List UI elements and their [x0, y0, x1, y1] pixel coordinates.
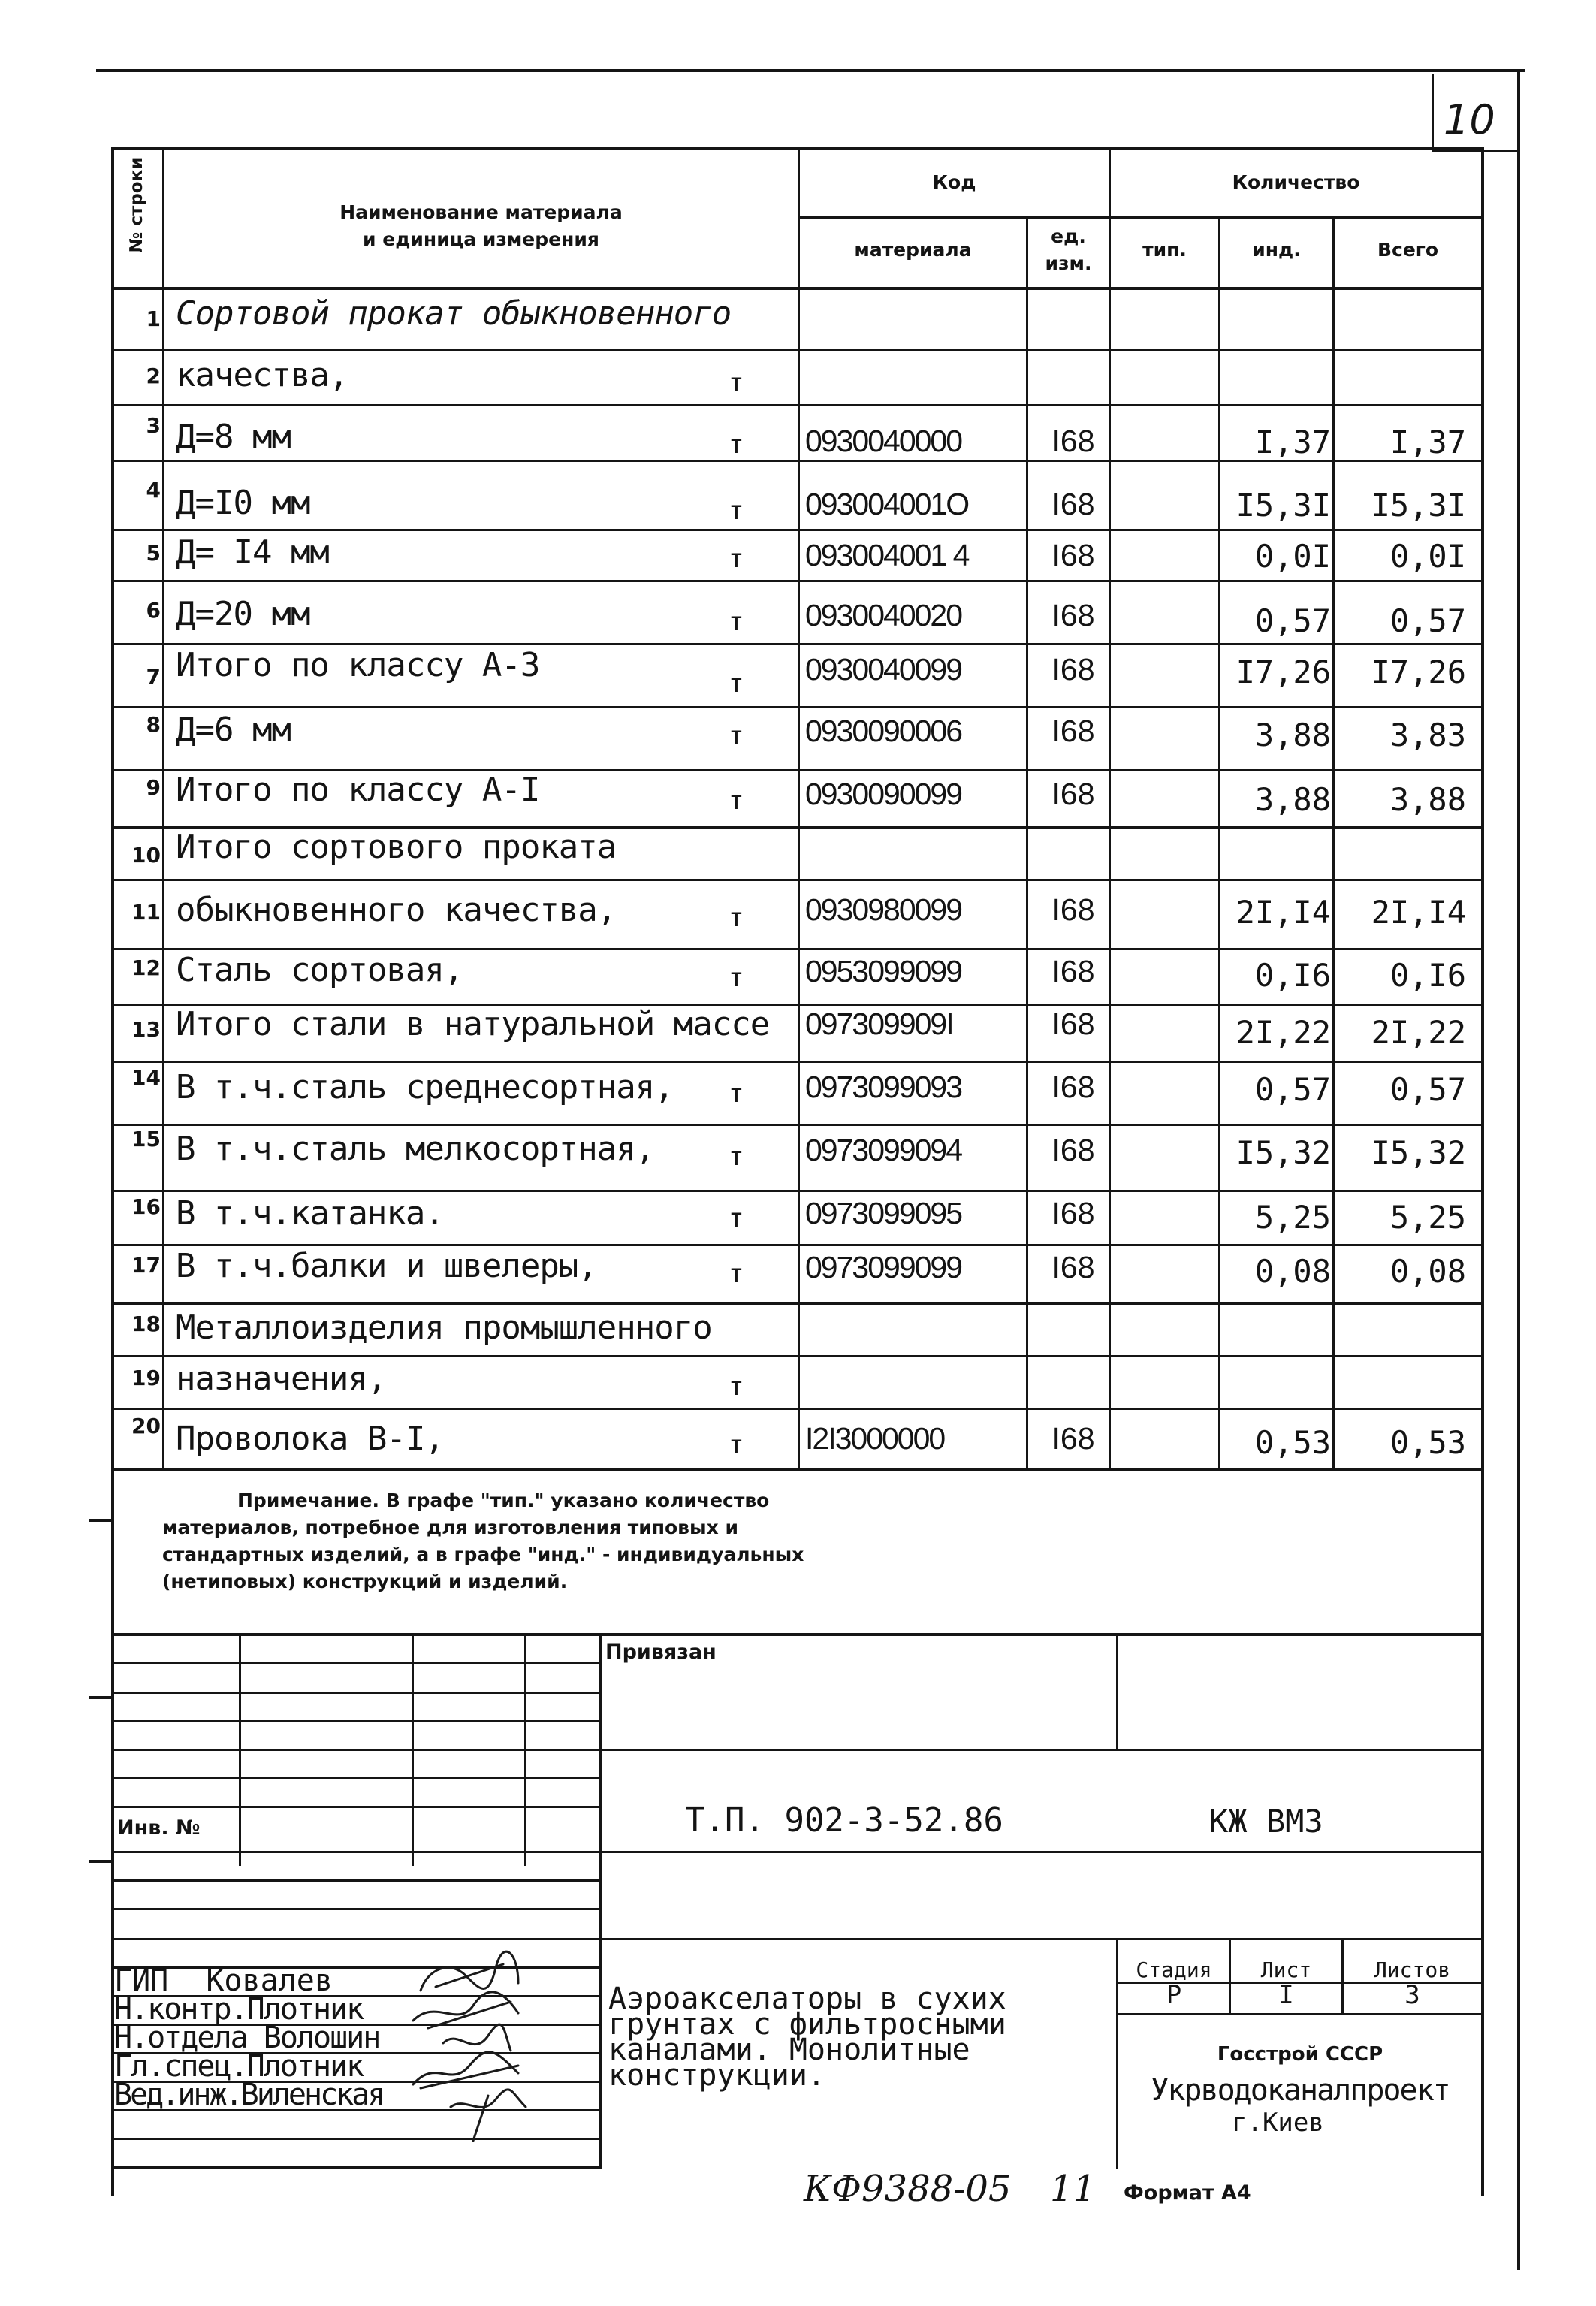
corner-box-left — [1432, 74, 1434, 152]
row-unit-code: I68 — [1051, 487, 1095, 521]
row-code: 0930090099 — [805, 777, 962, 811]
title-block-line — [111, 1777, 601, 1779]
header-qty-group: Количество — [1232, 171, 1360, 193]
signer-role: Вед.инж. — [114, 2078, 241, 2112]
row-qty-total: 5,25 — [1389, 1199, 1466, 1236]
row-number: 19 — [131, 1366, 161, 1390]
row-unit-code: I68 — [1051, 652, 1095, 687]
row-qty-total: 0,57 — [1389, 1071, 1466, 1108]
signer-name: Волошин — [263, 2021, 380, 2055]
title-block-line — [111, 1720, 601, 1722]
row-unit-code: I68 — [1051, 1421, 1095, 1456]
table-body-bottom — [111, 1468, 1484, 1471]
row-unit: т — [729, 544, 744, 574]
title-block-line — [111, 1879, 601, 1882]
signer — [114, 2049, 364, 2084]
title-block-line — [111, 1806, 601, 1808]
org-name: Укрводоканалпроект — [1151, 2073, 1450, 2108]
row-number: 18 — [131, 1311, 161, 1336]
row-code: 0930040000 — [805, 424, 962, 458]
row-qty-ind: 0,I6 — [1254, 957, 1331, 994]
row-name: В т.ч.балки и швелеры, — [176, 1247, 597, 1285]
row-qty-ind: 0,57 — [1254, 1071, 1331, 1108]
row-number: 11 — [131, 900, 161, 925]
title-block-col — [1116, 1938, 1118, 2169]
row-unit: т — [729, 786, 744, 816]
row-number: 20 — [131, 1414, 161, 1438]
signer-role: Гл.спец. — [114, 2049, 247, 2084]
row-name: качества, — [176, 356, 348, 394]
row-unit-code: I68 — [1051, 714, 1095, 748]
signer — [114, 2021, 380, 2055]
signature-plotnik-1 — [413, 1992, 518, 2028]
row-qty-total: I5,32 — [1371, 1134, 1466, 1171]
row-unit: т — [729, 1259, 744, 1289]
row-unit: т — [729, 1079, 744, 1109]
format-label: Формат А4 — [1124, 2181, 1251, 2205]
row-name: Д=6 мм — [176, 711, 291, 749]
signature-vilenskaya — [451, 2090, 526, 2141]
row-qty-ind: 0,53 — [1254, 1424, 1331, 1461]
row-code: 0953099099 — [805, 954, 962, 989]
row-number: 4 — [146, 478, 161, 503]
margin-tick — [89, 1519, 111, 1522]
row-unit: т — [729, 368, 744, 398]
row-qty-total: 0,53 — [1389, 1424, 1466, 1461]
row-number: 12 — [131, 955, 161, 980]
row-unit-code: I68 — [1051, 777, 1095, 811]
row-line — [111, 1355, 1484, 1357]
signer — [114, 2078, 384, 2112]
row-name: Проволока В-I, — [176, 1420, 444, 1458]
row-unit-code: I68 — [1051, 424, 1095, 458]
sheets-label: Листов — [1374, 1957, 1451, 1982]
title-block-line — [111, 1749, 1484, 1751]
row-number: 15 — [131, 1127, 161, 1151]
signature-plotnik-2 — [413, 2052, 518, 2088]
row-unit: т — [729, 903, 744, 933]
header-mid-line — [798, 216, 1484, 219]
row-line — [111, 1302, 1484, 1305]
row-number: 9 — [146, 775, 161, 800]
row-name: В т.ч.сталь мелкосортная, — [176, 1130, 655, 1168]
row-qty-total: 0,08 — [1389, 1253, 1466, 1290]
row-code: 0930090006 — [805, 714, 962, 748]
row-qty-ind: 2I,22 — [1235, 1014, 1331, 1051]
row-name: Металлоизделия промышленного — [176, 1308, 712, 1347]
row-name: Д= I4 мм — [176, 533, 329, 572]
page-number: 11 — [1050, 2168, 1097, 2210]
signer-role: Н.контр. — [114, 1992, 247, 2027]
row-qty-ind: I5,3I — [1235, 487, 1331, 524]
row-qty-ind: 3,88 — [1254, 781, 1331, 818]
sheet-value: I — [1278, 1980, 1294, 2010]
row-number: 17 — [131, 1253, 161, 1278]
row-name: Итого стали в натуральной массе — [176, 1005, 770, 1043]
top-rule — [96, 69, 1525, 72]
row-name: назначения, — [176, 1360, 387, 1398]
note-line: Примечание. В графе "тип." указано количество — [237, 1490, 770, 1511]
title-block-col — [599, 1633, 602, 2169]
header-unit-line1: ед. — [1051, 225, 1086, 247]
stage-row-line — [1116, 2013, 1484, 2015]
row-name: Д=I0 мм — [176, 484, 310, 522]
title-block-col — [1116, 1633, 1118, 1749]
signer-role: ГИП — [114, 1963, 169, 1998]
row-line — [111, 948, 1484, 950]
row-unit-code: I68 — [1051, 1133, 1095, 1167]
title-block-col — [524, 1633, 526, 1866]
row-code: 093004001O — [805, 487, 969, 521]
signer-name: Ковалев — [206, 1963, 333, 1998]
row-number: 10 — [131, 843, 161, 868]
sheet-corner-number: 10 — [1444, 96, 1495, 143]
title-block-col — [412, 1633, 414, 1866]
note-line: стандартных изделий, а в графе "инд." - индивидуальных — [162, 1544, 804, 1565]
title-block-line — [111, 1938, 1484, 1940]
row-unit: т — [729, 1430, 744, 1460]
row-line — [111, 1190, 1484, 1192]
row-unit: т — [729, 1203, 744, 1233]
row-unit: т — [729, 669, 744, 699]
sheet-label: Лист — [1260, 1957, 1312, 1982]
row-qty-total: 0,I6 — [1389, 957, 1466, 994]
row-qty-total: I5,3I — [1371, 487, 1466, 524]
row-qty-ind: I5,32 — [1235, 1134, 1331, 1171]
margin-tick — [89, 1696, 111, 1699]
note-line: (нетиповых) конструкций и изделий. — [162, 1571, 568, 1592]
row-unit: т — [729, 496, 744, 526]
drawing-mark: КЖ ВМЗ — [1209, 1803, 1323, 1840]
row-code: I2I3000000 — [805, 1421, 945, 1456]
row-line — [111, 529, 1484, 531]
right-border — [1517, 69, 1520, 2270]
row-unit: т — [729, 1372, 744, 1402]
header-code-group: Код — [932, 171, 976, 193]
row-code: 0973099099 — [805, 1250, 962, 1284]
row-qty-ind: 0,08 — [1254, 1253, 1331, 1290]
sheets-value: 3 — [1404, 1980, 1420, 2010]
signer-name: Виленская — [240, 2078, 384, 2112]
row-line — [111, 1244, 1484, 1246]
row-unit-code: I68 — [1051, 1070, 1095, 1104]
drawing-title — [608, 1982, 1006, 2093]
row-number: 1 — [146, 306, 161, 331]
title-line: Аэроакселаторы в сухих — [608, 1982, 1006, 2016]
row-qty-total: I7,26 — [1371, 653, 1466, 690]
header-qty-total: Всего — [1377, 239, 1439, 261]
stage-label: Стадия — [1136, 1957, 1212, 1982]
signature-voloshin — [443, 2024, 511, 2051]
row-unit: т — [729, 721, 744, 751]
row-number: 13 — [131, 1017, 161, 1042]
row-name: Д=8 мм — [176, 418, 291, 456]
col-name-left — [162, 147, 164, 1468]
note-line: материалов, потребное для изготовления типовых и — [162, 1517, 738, 1538]
row-code: 0973099093 — [805, 1070, 962, 1104]
inv-label: Инв. № — [117, 1816, 201, 1840]
row-line — [111, 349, 1484, 351]
row-name: Итого по классу А-I — [176, 771, 540, 809]
row-number: 16 — [131, 1194, 161, 1219]
header-row-number: № строки — [127, 157, 146, 253]
table-left — [111, 147, 114, 2196]
row-qty-total: 3,88 — [1389, 781, 1466, 818]
row-code: 0930040099 — [805, 652, 962, 687]
row-line — [111, 404, 1484, 406]
row-unit: т — [729, 430, 744, 460]
row-qty-ind: 3,88 — [1254, 717, 1331, 753]
row-qty-ind: I,37 — [1254, 424, 1331, 460]
row-unit-code: I68 — [1051, 1007, 1095, 1041]
row-number: 5 — [146, 541, 161, 566]
row-unit: т — [729, 1142, 744, 1172]
title-block-line — [111, 1662, 601, 1664]
row-number: 6 — [146, 598, 161, 623]
title-line: грунтах с фильтросными — [608, 2007, 1006, 2042]
row-line — [111, 643, 1484, 645]
doc-code: Т.П. 902-3-52.86 — [685, 1801, 1003, 1840]
row-number: 14 — [131, 1065, 161, 1090]
row-code: 093004001 4 — [805, 538, 969, 572]
row-line — [111, 879, 1484, 881]
org-city: г.Киев — [1232, 2108, 1324, 2138]
row-name: Д=20 мм — [176, 595, 310, 633]
row-name: Итого сортового проката — [176, 828, 617, 866]
title-block-line — [111, 1908, 601, 1910]
row-name: Итого по классу А-3 — [176, 646, 540, 684]
header-unit-line2: изм. — [1045, 252, 1092, 274]
note — [162, 1487, 1439, 1595]
row-code: 0930980099 — [805, 892, 962, 927]
row-number: 3 — [146, 413, 161, 438]
header-name-line2: и единица измерения — [363, 228, 599, 250]
title-block-col — [239, 1633, 241, 1866]
header-name-line1: Наименование материала — [339, 201, 623, 223]
row-unit-code: I68 — [1051, 954, 1095, 989]
row-unit: т — [729, 607, 744, 637]
row-unit: т — [729, 963, 744, 993]
row-name: Сортовой прокат обыкновенного — [176, 294, 732, 333]
row-name: обыкновенного качества, — [176, 891, 617, 929]
row-line — [111, 1408, 1484, 1410]
row-number: 8 — [146, 712, 161, 737]
row-name: Сталь сортовая, — [176, 951, 463, 989]
row-qty-ind: I7,26 — [1235, 653, 1331, 690]
row-unit-code: I68 — [1051, 538, 1095, 572]
signature-kovalev — [421, 1951, 518, 1991]
corner-box-bottom — [1432, 150, 1519, 152]
header-code-material: материала — [854, 239, 972, 261]
row-code: 0930040020 — [805, 598, 962, 632]
row-line — [111, 1124, 1484, 1126]
row-number: 2 — [146, 364, 161, 388]
title-block-line — [111, 1692, 601, 1694]
row-qty-ind: 0,57 — [1254, 602, 1331, 639]
table-right — [1481, 147, 1484, 2196]
col-code-left — [798, 147, 800, 1468]
header-bottom-line — [111, 287, 1484, 290]
title-line: конструкции. — [608, 2058, 825, 2093]
signatures-graphic — [406, 1945, 541, 2178]
header-qty-ind: инд. — [1252, 239, 1301, 261]
row-line — [111, 706, 1484, 708]
archive-number: КФ9388-05 — [804, 2168, 1012, 2210]
row-qty-total: 3,83 — [1389, 717, 1466, 753]
row-code: 097309909I — [805, 1007, 953, 1041]
row-unit-code: I68 — [1051, 1250, 1095, 1284]
org-ministry: Госстрой СССР — [1217, 2043, 1383, 2066]
margin-tick — [89, 1860, 111, 1863]
row-qty-ind: 5,25 — [1254, 1199, 1331, 1236]
header-qty-typ: тип. — [1142, 239, 1187, 261]
row-unit-code: I68 — [1051, 598, 1095, 632]
signer-role: Н.отдела — [114, 2021, 247, 2055]
signer-name: Плотник — [246, 1992, 364, 2027]
row-number: 7 — [146, 664, 161, 689]
stage-value: Р — [1166, 1980, 1182, 2010]
row-qty-ind: 0,0I — [1254, 538, 1331, 575]
row-qty-total: 2I,22 — [1371, 1014, 1466, 1051]
row-unit-code: I68 — [1051, 1196, 1095, 1230]
title-block-line — [111, 1851, 1484, 1853]
title-line: каналами. Монолитные — [608, 2033, 970, 2067]
row-code: 0973099095 — [805, 1196, 962, 1230]
signer — [114, 1992, 364, 2027]
signer-name: Плотник — [246, 2049, 364, 2084]
title-block-top — [111, 1633, 1484, 1636]
row-qty-total: 2I,I4 — [1371, 894, 1466, 931]
signer — [114, 1963, 333, 1998]
row-qty-ind: 2I,I4 — [1235, 894, 1331, 931]
row-name: В т.ч.сталь среднесортная, — [176, 1068, 674, 1106]
row-qty-total: 0,57 — [1389, 602, 1466, 639]
row-qty-total: I,37 — [1389, 424, 1466, 460]
privyazan-label: Привязан — [605, 1640, 717, 1664]
row-line — [111, 1061, 1484, 1063]
row-unit-code: I68 — [1051, 892, 1095, 927]
row-line — [111, 580, 1484, 582]
row-code: 0973099094 — [805, 1133, 962, 1167]
row-name: В т.ч.катанка. — [176, 1194, 444, 1233]
row-qty-total: 0,0I — [1389, 538, 1466, 575]
